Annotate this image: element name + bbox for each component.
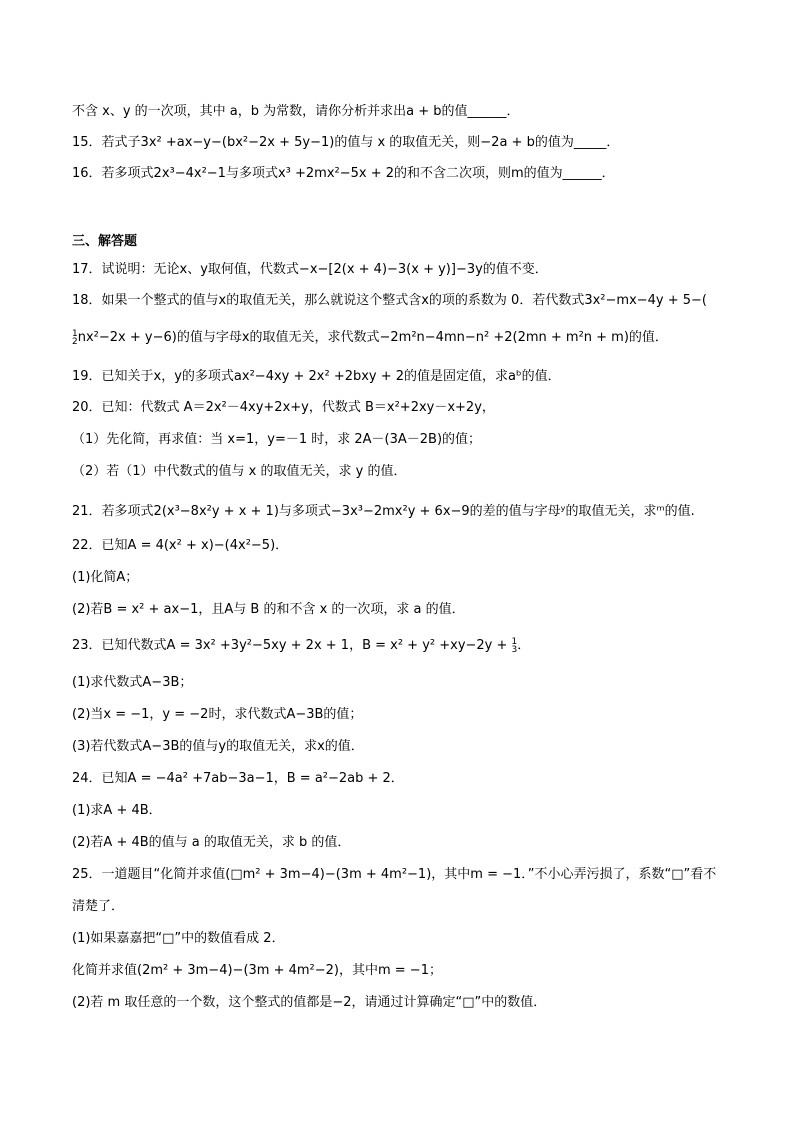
problem-16: 16．若多项式2x³−4x²−1与多项式x³ +2mx²−5x + 2的和不含二次项，则m的值为______．	[72, 166, 615, 181]
problem-18: 18．如果一个整式的值与x的取值无关，那么就说这个整式含x的项的系数为 0．若代数式3x²−mx−4y + 5−(	[72, 293, 708, 308]
problem-20-part1: （1）先化简，再求值：当 x=1，y=－1 时，求 2A－(3A－2B)的值；	[72, 432, 482, 447]
fraction-third: 1 3	[511, 636, 518, 655]
problem-20-part2: （2）若（1）中代数式的值与 x 的取值无关，求 y 的值．	[72, 464, 407, 479]
fraction-half: 1 2	[72, 328, 78, 347]
problem-15: 15．若式子3x² +ax−y−(bx²−2x + 5y−1)的值与 x 的取值无关，则−2a + b的值为_____．	[72, 135, 620, 150]
section-title: 三、解答题	[72, 234, 138, 249]
problem-23-part2: (2)当x = −1，y = −2时，求代数式A−3B的值；	[72, 707, 363, 722]
problem-25-part2: (2)若 m 取任意的一个数，这个整式的值都是−2，请通过计算确定“□”中的数值．	[72, 995, 547, 1010]
problem-24-part1: (1)求A + 4B．	[72, 803, 162, 818]
problem-20: 20．已知：代数式 A＝2x²－4xy+2x+y，代数式 B＝x²+2xy－x+2y，	[72, 400, 495, 415]
problem-24: 24．已知A = −4a² +7ab−3a−1，B = a²−2ab + 2．	[72, 771, 404, 786]
problem-22-part1: (1)化简A；	[72, 570, 139, 585]
problem-25-part1: (1)如果嘉嘉把“□”中的数值看成 2．	[72, 931, 285, 946]
problem-21: 21．若多项式2(x³−8x²y + x + 1)与多项式−3x³−2mx²y + 6x−9的差的值与字母ʸ的取值无关，求ᵐ的值.	[72, 504, 695, 519]
problem-18-cont: 1 2nx²−2x + y−6)的值与字母x的取值无关，求代数式−2m²n−4mn−n² +2(2mn + m²n + m)的值．	[72, 328, 668, 347]
problem-17: 17．试说明：无论x、y取何值，代数式−x−[2(x + 4)−3(x + y)]−3y的值不变．	[72, 262, 548, 277]
problem-19: 19．已知关于x，y的多项式ax²−4xy + 2x² +2bxy + 2的值是固定值，求aᵇ的值．	[72, 369, 561, 384]
problem-22: 22．已知A = 4(x² + x)−(4x²−5)．	[72, 538, 289, 553]
problem-23: 23．已知代数式A = 3x² +3y²−5xy + 2x + 1，B = x² + y² +xy−2y + 1 3．	[72, 636, 531, 655]
problem-25-part1-cont: 化简并求值(2m² + 3m−4)−(3m + 4m²−2)，其中m = −1；	[72, 963, 442, 978]
problem-24-part2: (2)若A + 4B的值与 a 的取值无关，求 b 的值．	[72, 835, 351, 850]
line-14-tail: 不含 x、y 的一次项，其中 a，b 为常数，请你分析并求出a + b的值______．	[72, 104, 520, 119]
problem-22-part2: (2)若B = x² + ax−1，且A与 B 的和不含 x 的一次项，求 a 的值．	[72, 602, 465, 617]
problem-25-cont: 清楚了．	[72, 899, 125, 914]
problem-23-part1: (1)求代数式A−3B；	[72, 675, 193, 690]
problem-23-part3: (3)若代数式A−3B的值与y的取值无关，求x的值．	[72, 739, 364, 754]
problem-25: 25．一道题目“化简并求值(□m² + 3m−4)−(3m + 4m²−1)，其中m = −1．”不小心弄污损了，系数“□”看不	[72, 867, 717, 882]
